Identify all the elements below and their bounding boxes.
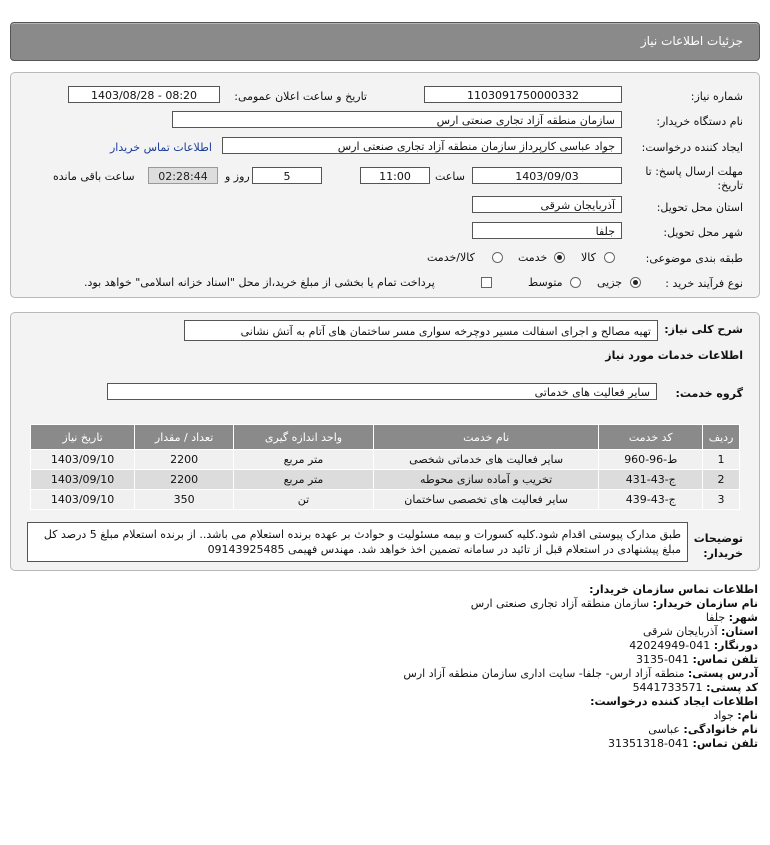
contact-phone-value: 041-3135 [636, 653, 690, 666]
contact-city-key: شهر: [728, 611, 758, 624]
remaining-time-field: 02:28:44 [148, 167, 218, 184]
cell-quantity: 2200 [135, 450, 234, 470]
contact-postal-value: 5441733571 [632, 681, 703, 694]
creator-label: ایجاد کننده درخواست: [641, 141, 743, 154]
contact-address-key: آدرس پستی: [687, 667, 758, 680]
process-radio-minor[interactable] [630, 277, 641, 288]
category-radio-goods[interactable] [604, 252, 615, 263]
creator-first-name-value: جواد [713, 709, 734, 722]
process-radio-medium[interactable] [570, 277, 581, 288]
services-table-header [31, 425, 740, 450]
city-label: شهر محل تحویل: [663, 226, 743, 239]
cell-service-name: سایر فعالیت های تخصصی ساختمان [373, 490, 599, 510]
category-radio-goods-service[interactable] [492, 252, 503, 263]
table-row [31, 450, 740, 470]
days-field[interactable]: 5 [252, 167, 322, 184]
cell-unit: متر مربع [234, 450, 374, 470]
buyer-notes-field: طبق مدارک پیوستی اقدام شود.کلیه کسورات و بیمه مسئولیت و حوادث بر عهده برنده استعلام می باشد.. از برنده استعلام مبلغ 5 درصد کل مبلغ پیشنهادی در استعلام قبل از تائید در سامانه تضمین اخذ خواهد شد. مهندس فهیمی 09143925485 [27, 522, 688, 562]
cell-need-date: 1403/09/10 [31, 490, 135, 510]
need-number-label: شماره نیاز: [690, 90, 743, 103]
contact-org-key: نام سازمان خریدار: [652, 597, 758, 610]
service-group-field[interactable]: سایر فعالیت های خدماتی [107, 383, 657, 400]
cell-service-name: تخریب و آماده سازی محوطه [373, 470, 599, 490]
creator-title-text: اطلاعات ایجاد کننده درخواست: [590, 695, 758, 708]
cell-code: ج-43-439 [599, 490, 703, 510]
process-option-medium: متوسط [528, 276, 563, 289]
col-service-name: نام خدمت [373, 425, 599, 450]
contact-org [471, 597, 758, 610]
creator-last-name-key: نام خانوادگی: [683, 723, 758, 736]
contact-fax [629, 639, 758, 652]
treasury-payment-checkbox[interactable] [481, 277, 492, 288]
deadline-date-field[interactable]: 1403/09/03 [472, 167, 622, 184]
creator-last-name-value: عباسی [648, 723, 680, 736]
contact-title [589, 583, 758, 596]
buyer-contact-link[interactable]: اطلاعات تماس خریدار [110, 141, 212, 154]
creator-title [590, 695, 758, 708]
days-label: روز و [225, 170, 250, 183]
category-radio-service[interactable] [554, 252, 565, 263]
description-field[interactable]: تهیه مصالح و اجرای اسفالت مسیر دوچرخه سواری مسر ساختمان های آتام به آتش نشانی [184, 320, 658, 341]
creator-phone-value: 041-31351318 [608, 737, 690, 750]
service-group-label: گروه خدمت: [675, 387, 743, 400]
contact-phone [636, 653, 758, 666]
category-label: طبقه بندی موضوعی: [645, 252, 743, 265]
category-option-goods-service: کالا/خدمت [427, 251, 475, 264]
cell-code: ج-43-431 [599, 470, 703, 490]
category-option-goods: کالا [581, 251, 596, 264]
creator-phone [608, 737, 758, 750]
services-table [30, 424, 740, 510]
contact-province [643, 625, 758, 638]
table-row [31, 490, 740, 510]
cell-need-date: 1403/09/10 [31, 470, 135, 490]
col-need-date: تاریخ نیاز [31, 425, 135, 450]
cell-unit: تن [234, 490, 374, 510]
buyer-notes-label: توضیحات خریدار: [693, 532, 743, 560]
creator-field[interactable]: جواد عباسی کارپرداز سازمان منطقه آزاد تجاری صنعتی ارس [222, 137, 622, 154]
cell-need-date: 1403/09/10 [31, 450, 135, 470]
remaining-label: ساعت باقی مانده [53, 170, 135, 183]
cell-unit: متر مربع [234, 470, 374, 490]
col-unit: واحد اندازه گیری [234, 425, 374, 450]
contact-fax-value: 041-42024949 [629, 639, 711, 652]
cell-row: 3 [703, 490, 740, 510]
contact-province-key: استان: [721, 625, 758, 638]
contact-city [706, 611, 758, 624]
contact-city-value: جلفا [705, 611, 726, 624]
creator-last-name [648, 723, 758, 736]
buyer-org-field[interactable]: سازمان منطقه آزاد تجاری صنعتی ارس [172, 111, 622, 128]
col-code: کد خدمت [599, 425, 703, 450]
category-option-service: خدمت [518, 251, 548, 264]
col-row: ردیف [703, 425, 740, 450]
announce-label: تاریخ و ساعت اعلان عمومی: [234, 90, 367, 103]
province-field[interactable]: آذربایجان شرقی [472, 196, 622, 213]
contact-province-value: آذربایجان شرقی [643, 625, 718, 638]
services-title: اطلاعات خدمات مورد نیاز [605, 349, 743, 362]
contact-fax-key: دورنگار: [713, 639, 758, 652]
need-number-field[interactable]: 1103091750000332 [424, 86, 622, 103]
contact-address [403, 667, 758, 680]
payment-note: پرداخت تمام یا بخشی از مبلغ خرید،از محل "اسناد خزانه اسلامی" خواهد بود. [84, 276, 435, 289]
cell-quantity: 2200 [135, 470, 234, 490]
cell-code: ط-96-960 [599, 450, 703, 470]
contact-title-text: اطلاعات تماس سازمان خریدار: [589, 583, 758, 596]
buyer-org-label: نام دستگاه خریدار: [656, 115, 743, 128]
deadline-date-label: تاریخ: [717, 179, 743, 192]
contact-address-value: منطقه آزاد ارس- جلفا- سایت اداری سازمان منطقه آزاد ارس [403, 667, 685, 680]
time-label: ساعت [435, 170, 465, 183]
cell-row: 2 [703, 470, 740, 490]
contact-postal-key: کد پستی: [706, 681, 758, 694]
cell-service-name: سایر فعالیت های خدماتی شخصی [373, 450, 599, 470]
description-label: شرح کلی نیاز: [664, 323, 743, 336]
contact-phone-key: تلفن تماس: [692, 653, 758, 666]
col-quantity: تعداد / مقدار [135, 425, 234, 450]
announce-date-field[interactable]: 1403/08/28 - 08:20 [68, 86, 220, 103]
process-label: نوع فرآیند خرید : [665, 277, 743, 290]
creator-first-name-key: نام: [737, 709, 758, 722]
city-field[interactable]: جلفا [472, 222, 622, 239]
table-row [31, 470, 740, 490]
page-header [10, 22, 760, 61]
deadline-time-field[interactable]: 11:00 [360, 167, 430, 184]
creator-phone-key: تلفن تماس: [692, 737, 758, 750]
creator-first-name [713, 709, 758, 722]
contact-org-value: سازمان منطقه آزاد تجاری صنعتی ارس [470, 597, 650, 610]
cell-row: 1 [703, 450, 740, 470]
deadline-label: مهلت ارسال پاسخ: تا [645, 165, 743, 178]
cell-quantity: 350 [135, 490, 234, 510]
process-option-minor: جزیی [597, 276, 623, 289]
province-label: استان محل تحویل: [656, 201, 743, 214]
page-title: جزئیات اطلاعات نیاز [640, 34, 743, 48]
contact-postal [633, 681, 758, 694]
